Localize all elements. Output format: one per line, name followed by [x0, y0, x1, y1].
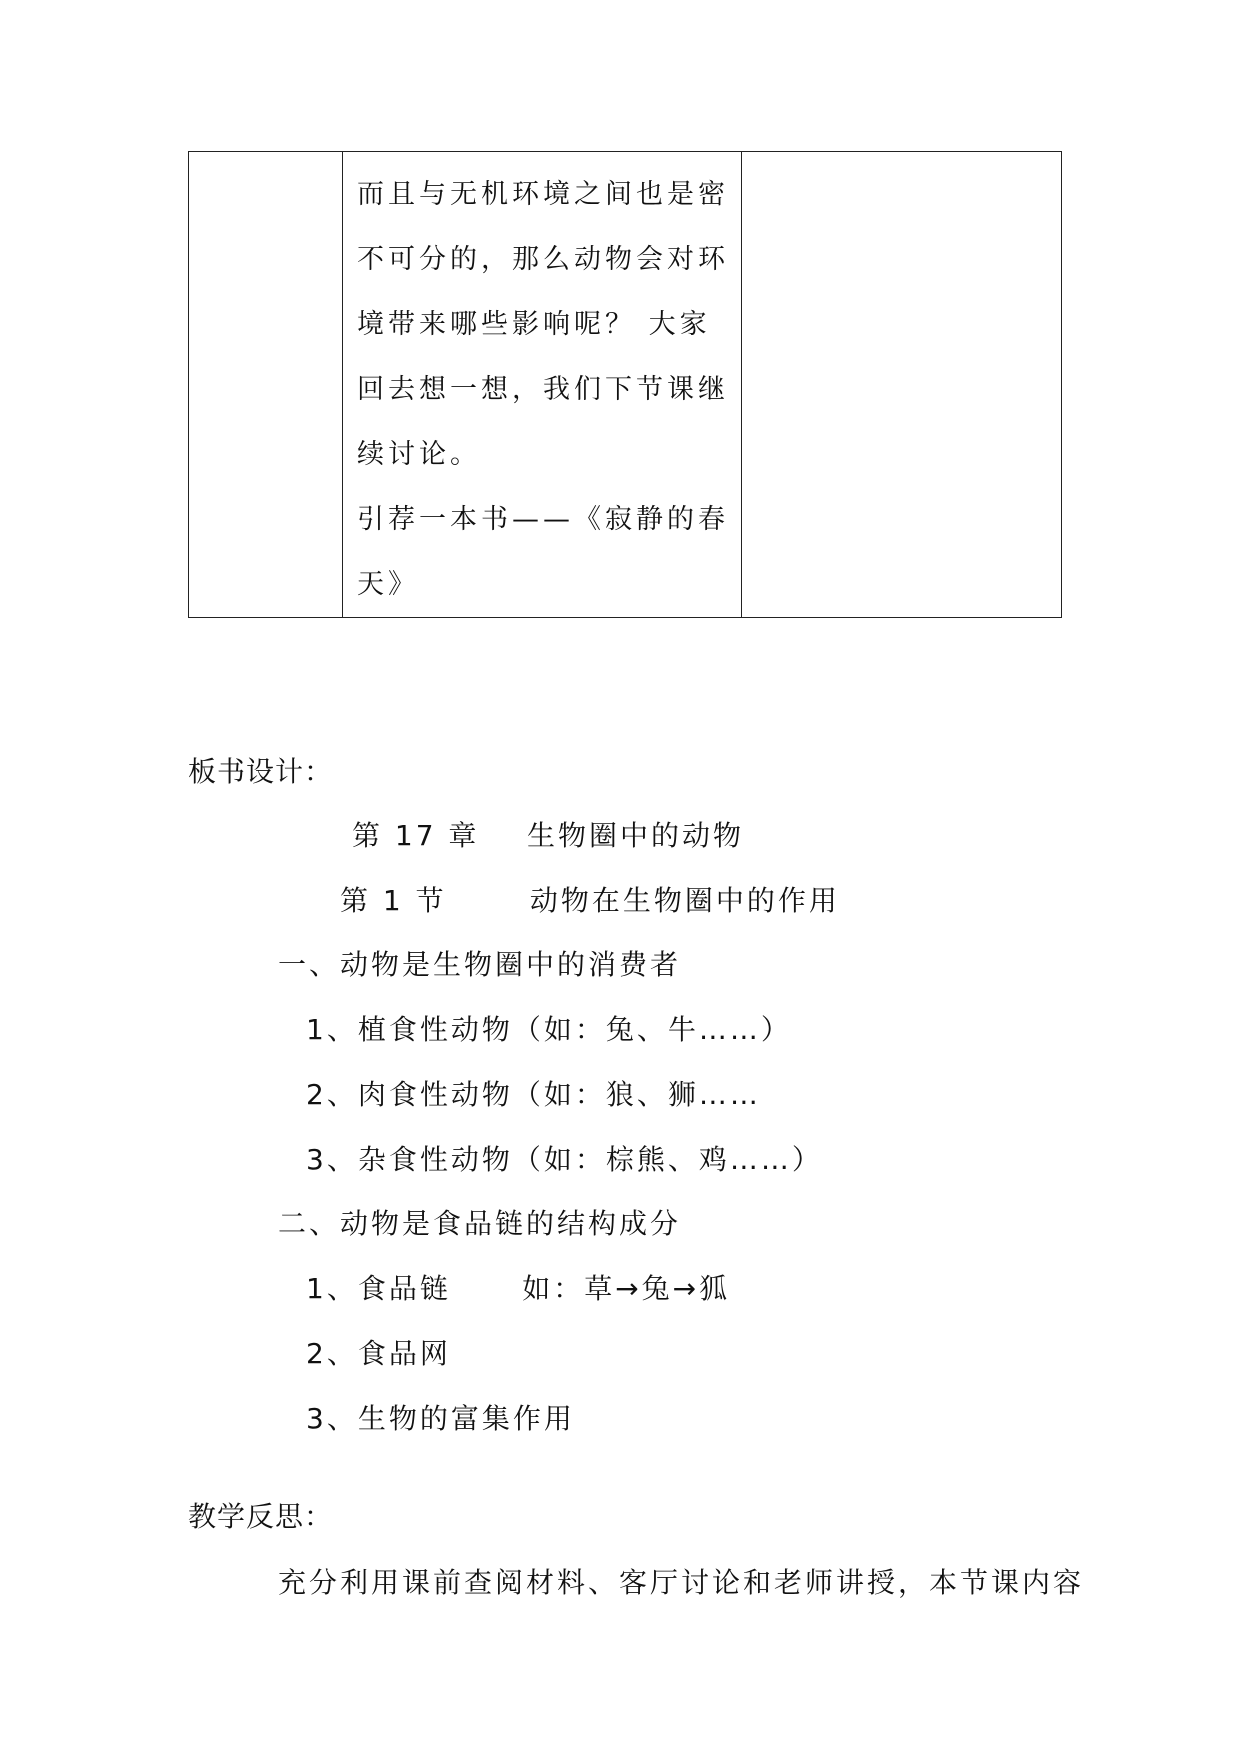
outline-item: 1、植食性动物（如：兔、牛……）: [306, 1013, 792, 1046]
outline-item: 2、肉食性动物（如：狼、狮……: [306, 1078, 761, 1111]
lesson-table: [188, 151, 1062, 618]
board-design-label: 板书设计：: [188, 755, 334, 788]
outline-item: 1、食品链 如：草→兔→狐: [306, 1272, 731, 1305]
reflection-label: 教学反思：: [188, 1500, 334, 1533]
outline-item: 二、动物是食品链的结构成分: [278, 1207, 682, 1240]
outline-item: 一、动物是生物圈中的消费者: [278, 948, 682, 981]
section-title: 第 1 节 动物在生物圈中的作用: [340, 884, 840, 917]
reflection-text: 充分利用课前查阅材料、客厅讨论和老师讲授，本节课内容: [278, 1566, 1085, 1599]
table-row: [189, 152, 1062, 618]
activity-paragraph-1: 而且与无机环境之间也是密不可分的，那么动物会对环境带来哪些影响呢？ 大家回去想一想，我们下节课继续讨论。: [357, 179, 729, 470]
chapter-title: 第 17 章 生物圈中的动物: [352, 819, 745, 852]
outline-item: 3、杂食性动物（如：棕熊、鸡……）: [306, 1143, 823, 1176]
outline-item: 3、生物的富集作用: [306, 1402, 575, 1435]
table-cell-empty-right: [742, 152, 1062, 618]
outline-item: 2、食品网: [306, 1337, 451, 1370]
table-cell-empty-left: [189, 152, 343, 618]
table-cell-activity: [343, 152, 742, 618]
activity-paragraph-2: 引荐一本书——《寂静的春天》: [357, 504, 729, 600]
